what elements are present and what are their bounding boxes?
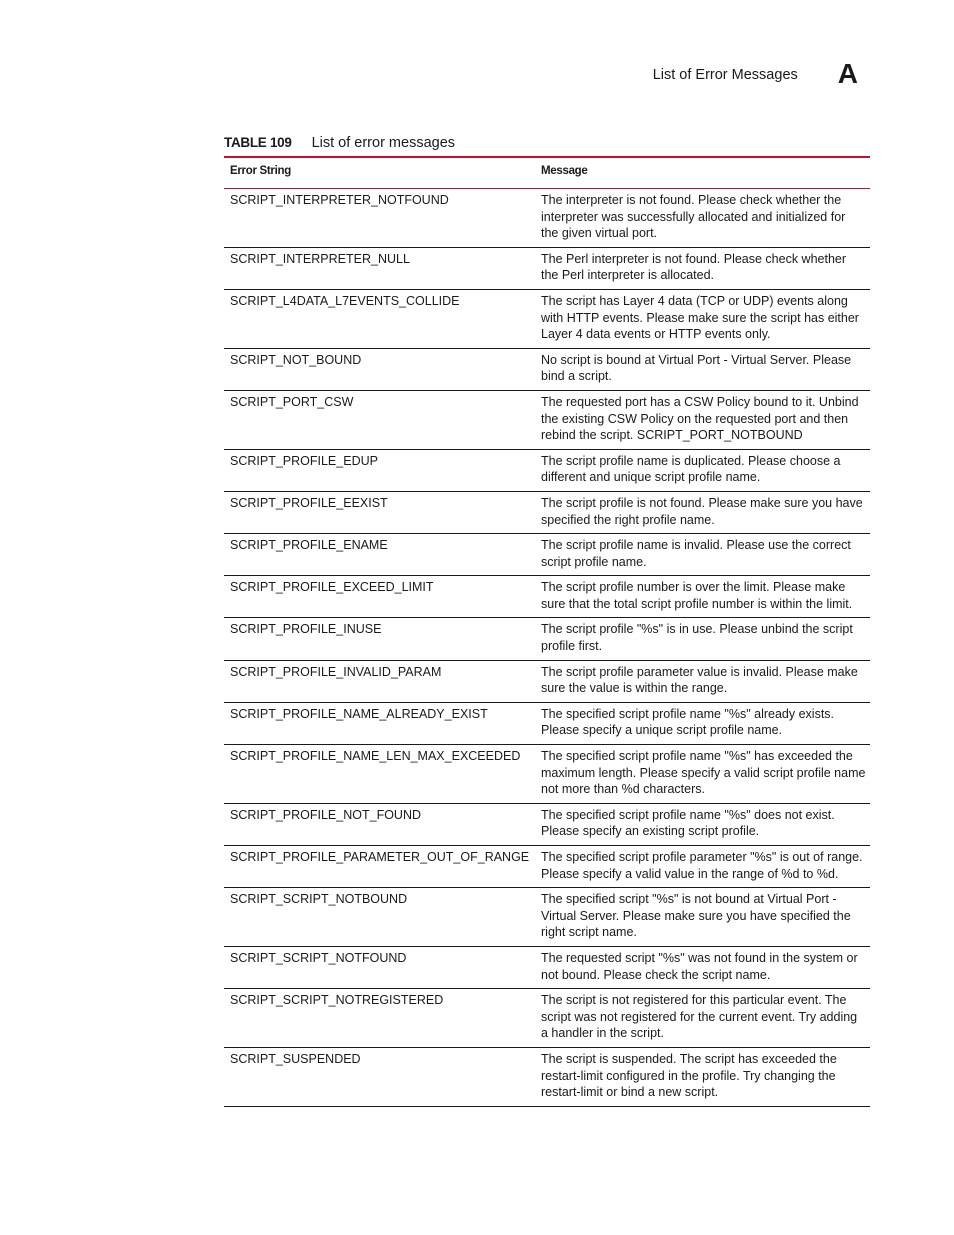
section-title: List of Error Messages (652, 67, 798, 83)
table-row (224, 247, 870, 289)
table-header-row (224, 157, 870, 189)
table-row (224, 534, 870, 576)
error-string-cell: SCRIPT_PROFILE_INVALID_PARAM (230, 664, 442, 679)
error-string-cell: SCRIPT_PORT_CSW (230, 394, 354, 409)
message-cell: The script profile parameter value is invalid. Please make sure the value is within the range. (541, 664, 858, 696)
table-row (224, 989, 870, 1048)
message-cell: The requested port has a CSW Policy bound to it. Unbind the existing CSW Policy on the requested port and then rebind the script. SCRIPT_PORT_NOTBOUND (541, 394, 859, 443)
error-string-cell: SCRIPT_SUSPENDED (230, 1051, 361, 1066)
error-messages-table (224, 156, 870, 1107)
error-string-cell: SCRIPT_PROFILE_EXCEED_LIMIT (230, 580, 434, 595)
message-cell: The script is suspended. The script has exceeded the restart-limit configured in the profile. Try changing the restart-limit or bind a new script. (541, 1051, 837, 1100)
error-string-cell: SCRIPT_PROFILE_NAME_ALREADY_EXIST (230, 706, 488, 721)
table-row (224, 1047, 870, 1106)
message-cell: The specified script profile name "%s" does not exist. Please specify an existing script profile. (541, 807, 835, 839)
table-title: List of error messages (311, 135, 456, 151)
message-cell: The script profile "%s" is in use. Please unbind the script profile first. (541, 622, 853, 654)
error-string-cell: SCRIPT_PROFILE_NAME_LEN_MAX_EXCEEDED (230, 749, 521, 764)
message-cell: The script is not registered for this particular event. The script was not registered for the current event. Try adding a handler in the script. (541, 993, 858, 1041)
message-cell: The script profile name is invalid. Please use the correct script profile name. (541, 538, 851, 569)
error-string-cell: SCRIPT_PROFILE_EDUP (230, 453, 378, 468)
table-body (224, 189, 870, 1107)
message-cell: The specified script profile name "%s" already exists. Please specify a unique script profile name. (541, 706, 835, 738)
message-cell: The interpreter is not found. Please check whether the interpreter was successfully allocated and initialized for the given virtual port. (541, 193, 846, 241)
message-cell: The specified script profile parameter "%s" is out of range. Please specify a valid value in the range of %d to %d. (541, 850, 863, 881)
error-string-cell: SCRIPT_PROFILE_NOT_FOUND (230, 807, 422, 822)
column-header-error-string: Error String (230, 165, 291, 177)
appendix-letter: A (837, 58, 858, 89)
message-cell: The specified script "%s" is not bound at Virtual Port - Virtual Server. Please make sure you have specified the right script name. (541, 892, 851, 940)
table-row (224, 348, 870, 390)
table-row (224, 491, 870, 533)
error-string-cell: SCRIPT_PROFILE_PARAMETER_OUT_OF_RANGE (230, 850, 530, 864)
column-header-message: Message (541, 165, 588, 177)
message-cell: No script is bound at Virtual Port - Virtual Server. Please bind a script. (541, 352, 852, 384)
error-string-cell: SCRIPT_SCRIPT_NOTBOUND (230, 892, 408, 907)
table-row (224, 660, 870, 702)
message-cell: The specified script profile name "%s" has exceeded the maximum length. Please specify a valid script profile name not more than %d characters. (541, 749, 866, 797)
message-cell: The requested script "%s" was not found in the system or not bound. Please check the script name. (541, 950, 858, 982)
table-row (224, 888, 870, 947)
message-cell: The script profile is not found. Please make sure you have specified the right profile name. (541, 495, 863, 527)
error-string-cell: SCRIPT_SCRIPT_NOTFOUND (230, 950, 407, 965)
table-caption (224, 135, 455, 151)
table-row (224, 702, 870, 744)
table-row (224, 576, 870, 618)
table-row (224, 846, 870, 888)
table-row (224, 390, 870, 449)
table-row (224, 189, 870, 248)
table-row (224, 803, 870, 845)
message-cell: The script profile number is over the limit. Please make sure that the total script profile number is within the limit. (541, 580, 853, 611)
table-row (224, 946, 870, 988)
error-string-cell: SCRIPT_SCRIPT_NOTREGISTERED (230, 993, 444, 1008)
error-string-cell: SCRIPT_PROFILE_EEXIST (230, 495, 388, 510)
running-header (653, 58, 858, 88)
error-string-cell: SCRIPT_INTERPRETER_NULL (230, 251, 410, 266)
table-row (224, 449, 870, 491)
error-string-cell: SCRIPT_L4DATA_L7EVENTS_COLLIDE (230, 293, 460, 308)
error-string-cell: SCRIPT_NOT_BOUND (230, 352, 362, 367)
error-string-cell: SCRIPT_PROFILE_INUSE (230, 622, 382, 637)
message-cell: The script profile name is duplicated. Please choose a different and unique script profile name. (541, 453, 841, 485)
table-row (224, 289, 870, 348)
table-row (224, 618, 870, 660)
error-string-cell: SCRIPT_PROFILE_ENAME (230, 538, 388, 553)
message-cell: The script has Layer 4 data (TCP or UDP) events along with HTTP events. Please make sure the script has either Layer 4 data events or HTTP events only. (541, 293, 859, 342)
table-number: TABLE 109 (224, 135, 292, 150)
table-row (224, 745, 870, 804)
error-string-cell: SCRIPT_INTERPRETER_NOTFOUND (230, 193, 449, 207)
message-cell: The Perl interpreter is not found. Please check whether the Perl interpreter is allocated. (541, 251, 847, 283)
